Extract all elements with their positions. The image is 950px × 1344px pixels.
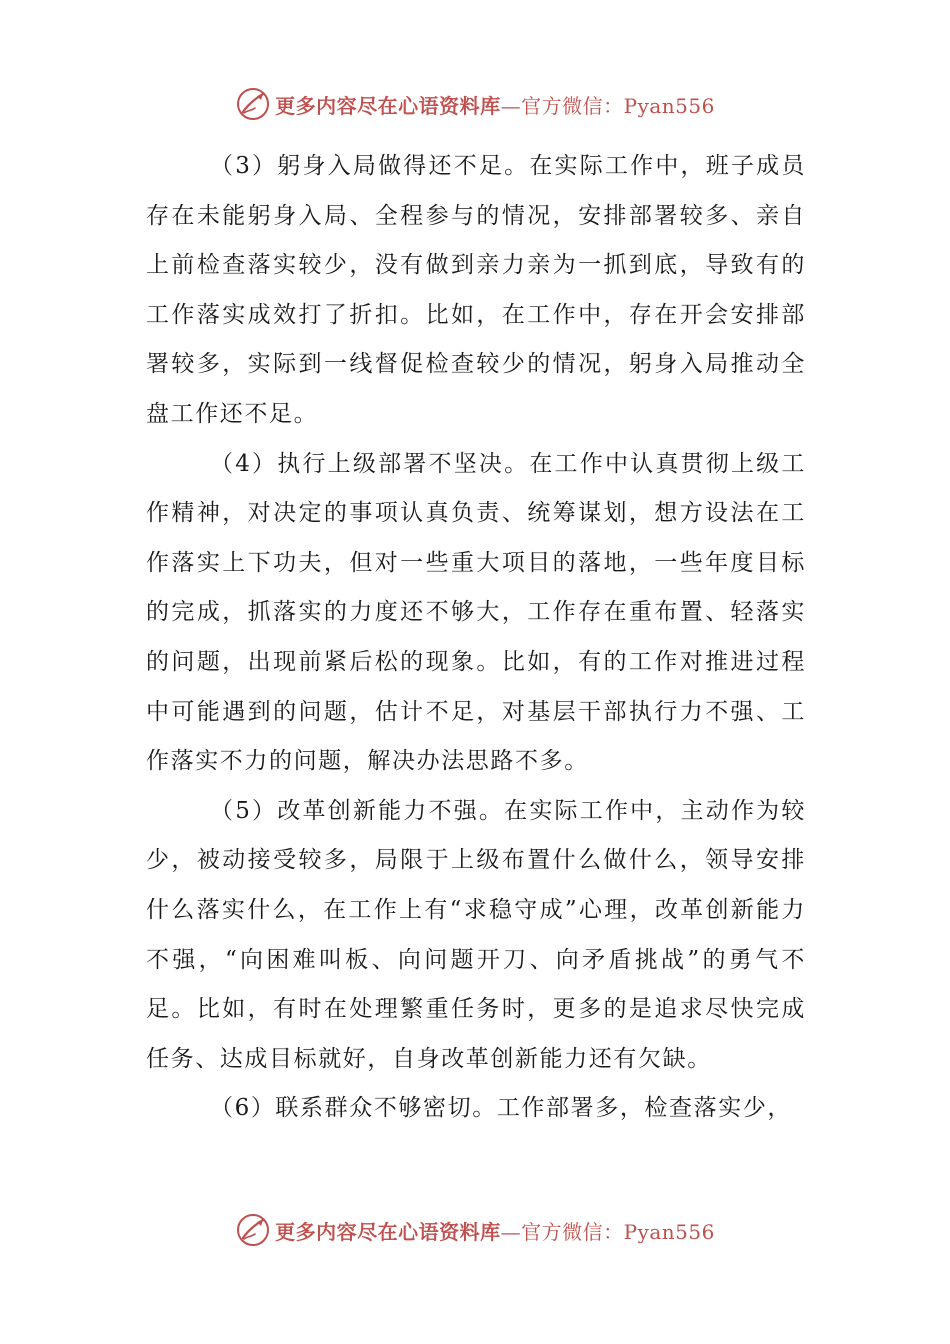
paragraph-5: （5）改革创新能力不强。在实际工作中，主动作为较少，被动接受较多，局限于上级布置什么做什么，领导安排什么落实什么，在工作上有“求稳守成”心理，改革创新能力不强，“向困难叫板、向问题开刀、向矛盾挑战”的勇气不足。比如，有时在处理繁重任务时，更多的是追求尽快完成任务、达成目标就好，自身改革创新能力还有欠缺。 [146, 797, 806, 1072]
header-banner-text [275, 90, 715, 119]
banner-separator: — [500, 93, 522, 118]
paragraph-4: （4）执行上级部署不坚决。在工作中认真贯彻上级工作精神，对决定的事项认真负责、统筹谋划，想方设法在工作落实上下功夫，但对一些重大项目的落地，一些年度目标的完成，抓落实的力度还不够大，工作存在重布置、轻落实的问题，出现前紧后松的现象。比如，有的工作对推进过程中可能遇到的问题，估计不足，对基层干部执行力不强、工作落实不力的问题，解决办法思路不多。 [146, 450, 806, 775]
banner-label: 官方微信： [521, 1219, 624, 1244]
paragraph-3: （3）躬身入局做得还不足。在实际工作中，班子成员存在未能躬身入局、全程参与的情况，安排部署较多、亲自上前检查落实较少，没有做到亲力亲为一抓到底，导致有的工作落实成效打了折扣。比如，在工作中，存在开会安排部署较多，实际到一线督促检查较少的情况，躬身入局推动全盘工作还不足。 [146, 153, 806, 427]
banner-wechat-id: Pyan556 [623, 93, 715, 118]
footer-banner [0, 1208, 950, 1252]
banner-main-text: 更多内容尽在心语资料库 [275, 1219, 501, 1244]
banner-separator: — [500, 1219, 522, 1244]
pen-logo-icon [235, 1212, 271, 1248]
banner-main-text: 更多内容尽在心语资料库 [275, 93, 501, 118]
document-body [146, 142, 806, 1134]
footer-banner-text [275, 1216, 715, 1245]
banner-wechat-id: Pyan556 [623, 1219, 715, 1244]
header-banner [0, 82, 950, 126]
pen-logo-icon [235, 86, 271, 122]
paragraph-6: （6）联系群众不够密切。工作部署多，检查落实少， [210, 1095, 793, 1122]
banner-label: 官方微信： [521, 93, 624, 118]
